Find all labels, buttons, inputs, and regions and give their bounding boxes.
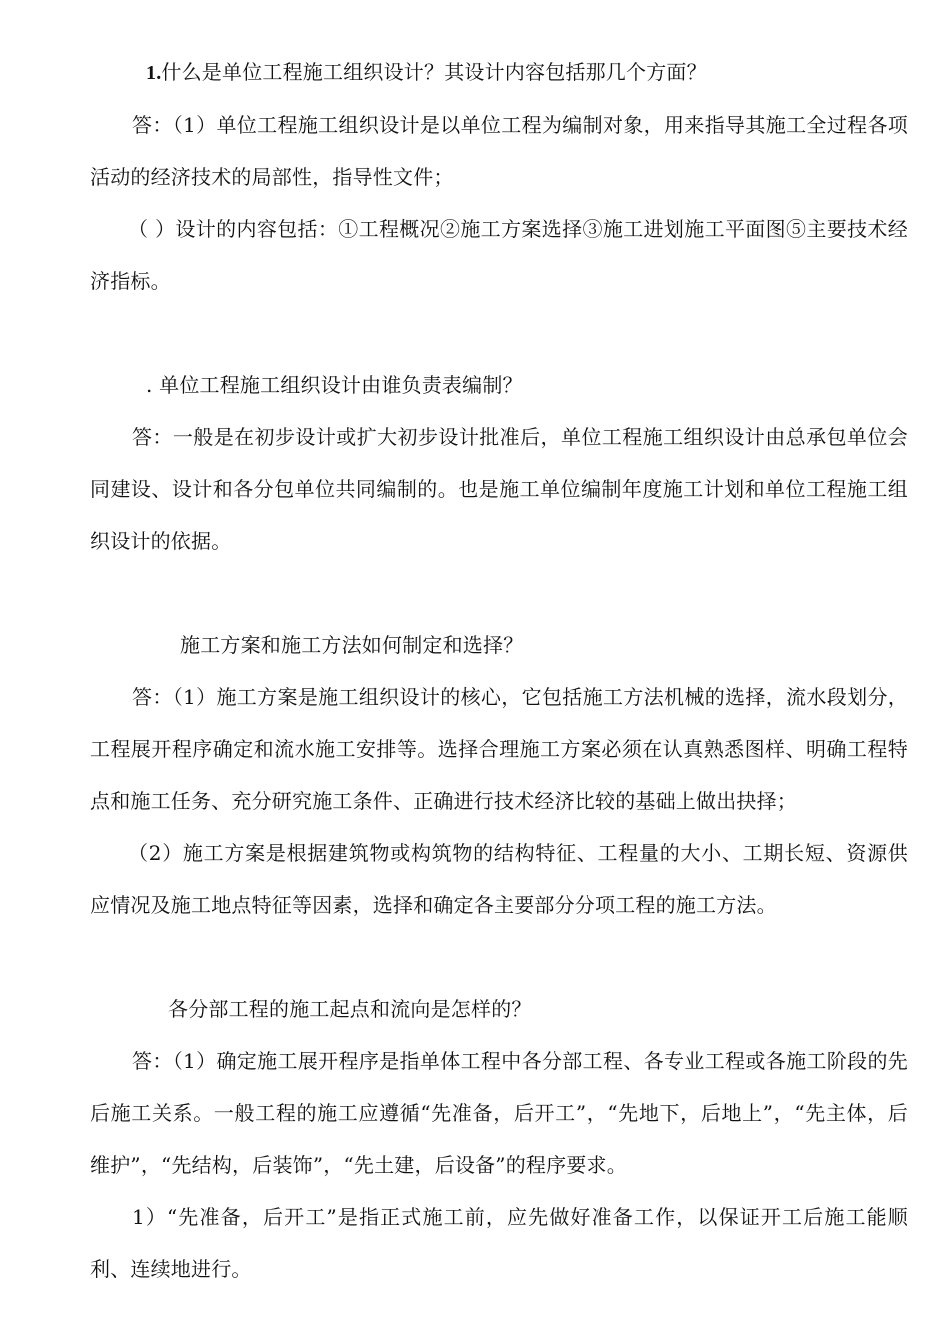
question-2-text: 单位工程施工组织设计由谁负责表编制？ bbox=[152, 373, 523, 397]
document-page bbox=[90, 46, 908, 1295]
spacer bbox=[90, 567, 908, 619]
answer-1-part-1: 答：（1）单位工程施工组织设计是以单位工程为编制对象，用来指导其施工全过程各项活动的经济技术的局部性，指导性文件； bbox=[90, 113, 908, 189]
question-1-text: 什么是单位工程施工组织设计？其设计内容包括那几个方面？ bbox=[161, 60, 707, 84]
spacer bbox=[90, 931, 908, 983]
answer-3-part-2: （2）施工方案是根据建筑物或构筑物的结构特征、工程量的大小、工期长短、资源供应情况及施工地点特征等因素，选择和确定各主要部分分项工程的施工方法。 bbox=[90, 841, 908, 917]
question-2 bbox=[90, 359, 908, 411]
spacer bbox=[90, 307, 908, 359]
answer-4-part-1: 答：（1）确定施工展开程序是指单体工程中各分部工程、各专业工程或各施工阶段的先后施工关系。一般工程的施工应遵循“先准备，后开工”，“先地下，后地上”，“先主体，后维护”，“先结构，后装饰”，“先土建，后设备”的程序要求。 bbox=[90, 1049, 908, 1177]
question-1-number: 1. bbox=[146, 62, 162, 84]
answer-2-part-1: 答：一般是在初步设计或扩大初步设计批准后，单位工程施工组织设计由总承包单位会同建设、设计和各分包单位共同编制的。也是施工单位编制年度施工计划和单位工程施工组织设计的依据。 bbox=[90, 425, 908, 553]
answer-1-part-2: （ ）设计的内容包括：①工程概况②施工方案选择③施工进划施工平面图⑤主要技术经济指标。 bbox=[90, 217, 908, 293]
question-1 bbox=[90, 46, 908, 99]
question-4: 各分部工程的施工起点和流向是怎样的？ bbox=[168, 997, 532, 1021]
answer-3-part-1: 答：（1）施工方案是施工组织设计的核心，它包括施工方法机械的选择，流水段划分，工程展开程序确定和流水施工安排等。选择合理施工方案必须在认真熟悉图样、明确工程特点和施工任务、充分研究施工条件、正确进行技术经济比较的基础上做出抉择； bbox=[90, 685, 908, 813]
answer-4-part-2: 1）“先准备，后开工”是指正式施工前，应先做好准备工作，以保证开工后施工能顺利、连续地进行。 bbox=[90, 1205, 908, 1281]
question-3: 施工方案和施工方法如何制定和选择？ bbox=[180, 633, 524, 657]
question-2-number: . bbox=[146, 373, 153, 397]
